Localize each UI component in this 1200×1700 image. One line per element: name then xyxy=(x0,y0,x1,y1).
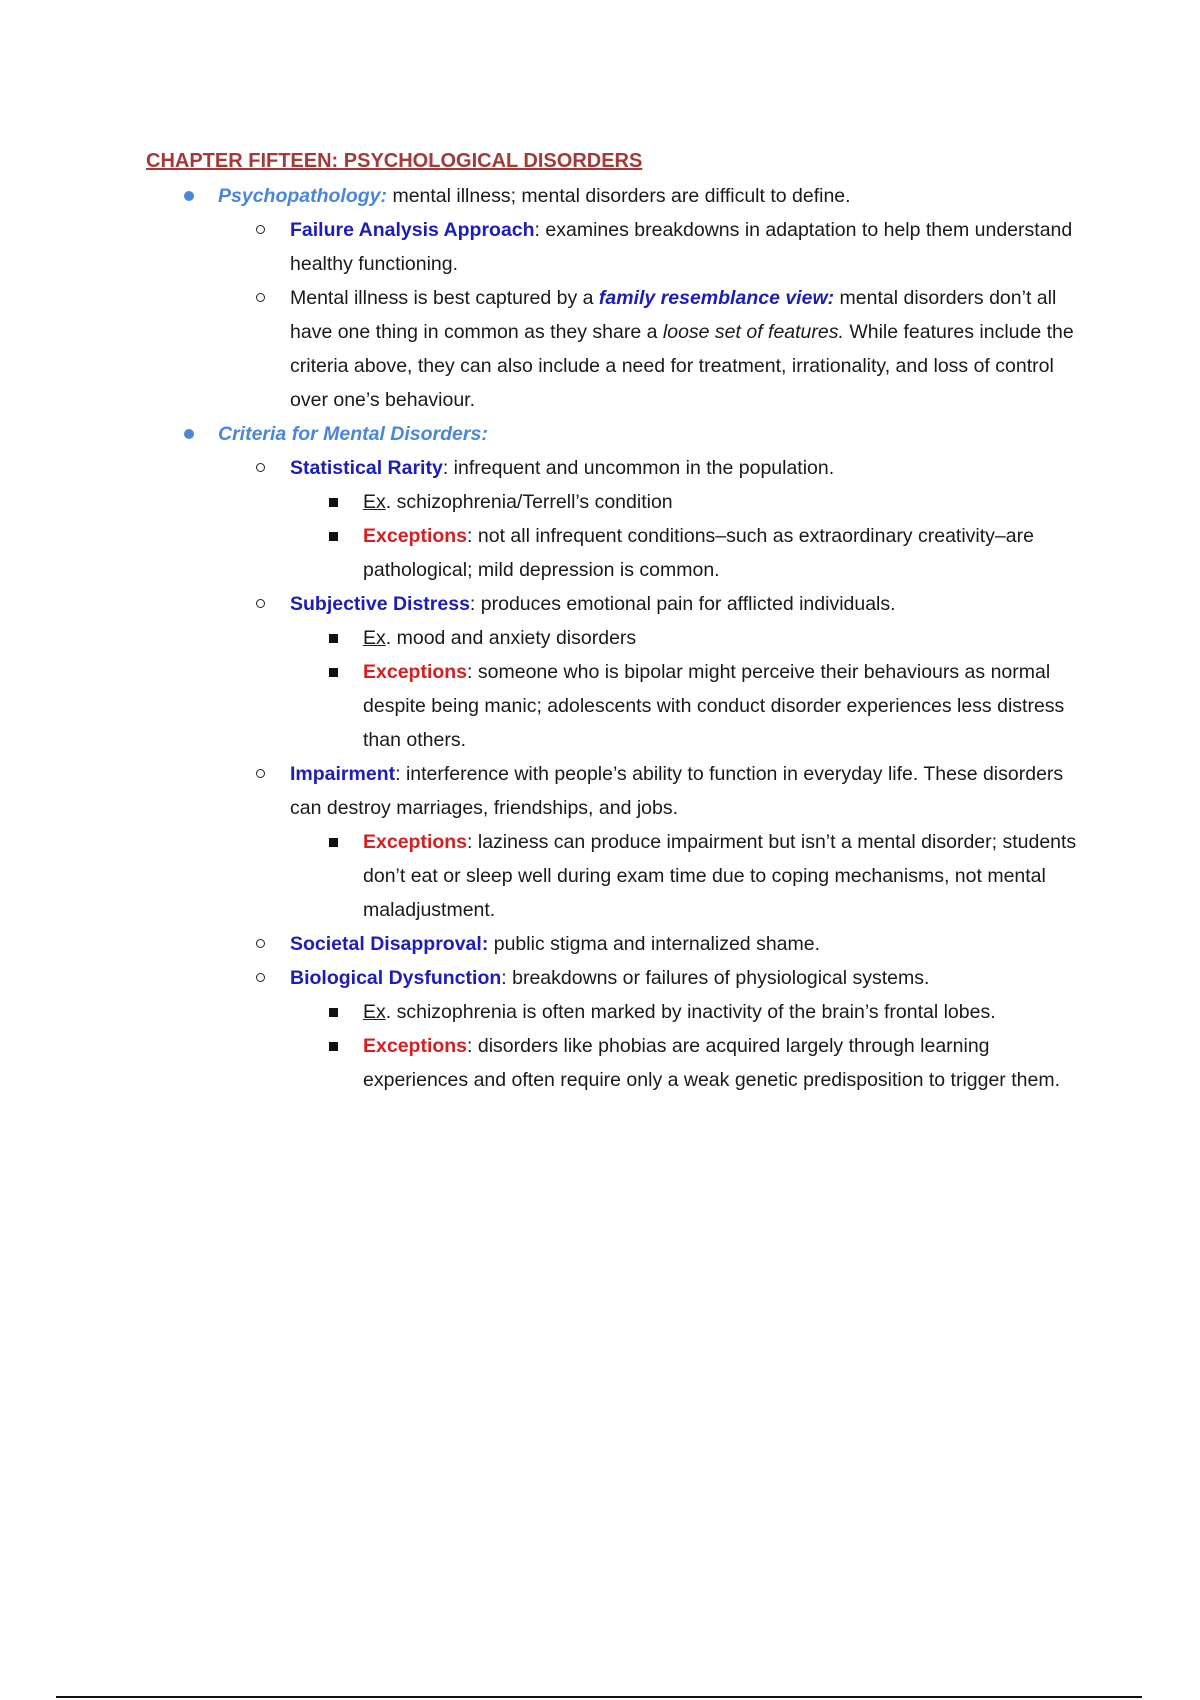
example-text: . mood and anxiety disorders xyxy=(385,627,637,649)
exceptions-text: : not all infrequent conditions–such as extraordinary creativity–are pathological; mild depression is common. xyxy=(363,525,1034,581)
biological-dysfunction-exceptions xyxy=(146,1029,1086,1097)
square-bullet-icon xyxy=(329,1008,338,1017)
statistical-rarity-exceptions xyxy=(146,519,1086,587)
subjective-distress-example xyxy=(146,621,1086,655)
exceptions-label: Exceptions xyxy=(363,525,468,547)
term-biological-dysfunction: Biological Dysfunction xyxy=(290,967,502,989)
hollow-circle-bullet-icon xyxy=(256,463,265,472)
family-resemblance-italic: loose set of features. xyxy=(662,321,844,343)
square-bullet-icon xyxy=(329,634,338,643)
hollow-circle-bullet-icon xyxy=(256,293,265,302)
bullet-statistical-rarity xyxy=(146,451,1086,485)
example-label: Ex xyxy=(363,627,386,649)
biological-dysfunction-example xyxy=(146,995,1086,1029)
document-page xyxy=(146,146,1086,1097)
term-failure-analysis: Failure Analysis Approach xyxy=(290,219,535,241)
term-psychopathology: Psychopathology: xyxy=(218,185,388,207)
biological-dysfunction-definition: : breakdowns or failures of physiological systems. xyxy=(501,967,930,989)
bullet-societal-disapproval xyxy=(146,927,1086,961)
example-label: Ex xyxy=(363,491,386,513)
exceptions-text: : laziness can produce impairment but isn’t a mental disorder; students don’t eat or sleep well during exam time due to coping mechanisms, not mental maladjustment. xyxy=(363,831,1077,921)
square-bullet-icon xyxy=(329,498,338,507)
square-bullet-icon xyxy=(329,668,338,677)
chapter-title: CHAPTER FIFTEEN: PSYCHOLOGICAL DISORDERS xyxy=(146,150,643,172)
filled-circle-bullet-icon xyxy=(184,429,194,439)
societal-disapproval-definition: public stigma and internalized shame. xyxy=(488,933,821,955)
square-bullet-icon xyxy=(329,838,338,847)
bullet-impairment xyxy=(146,757,1086,825)
criteria-heading: Criteria for Mental Disorders: xyxy=(218,423,488,445)
term-subjective-distress: Subjective Distress xyxy=(290,593,470,615)
failure-analysis-definition: : examines breakdowns in adaptation to help them understand healthy functioning. xyxy=(290,219,1073,275)
term-impairment: Impairment xyxy=(290,763,396,785)
bullet-criteria xyxy=(146,417,1086,451)
hollow-circle-bullet-icon xyxy=(256,973,265,982)
bullet-family-resemblance xyxy=(146,281,1086,417)
bullet-subjective-distress xyxy=(146,587,1086,621)
term-family-resemblance: family resemblance view: xyxy=(598,287,835,309)
impairment-definition: : interference with people’s ability to function in everyday life. These disorders can destroy marriages, friendships, and jobs. xyxy=(290,763,1064,819)
subjective-distress-exceptions xyxy=(146,655,1086,757)
exceptions-text: : disorders like phobias are acquired largely through learning experiences and often require only a weak genetic predisposition to trigger them. xyxy=(363,1035,1060,1091)
term-statistical-rarity: Statistical Rarity xyxy=(290,457,443,479)
family-resemblance-pre: Mental illness is best captured by a xyxy=(290,287,599,309)
hollow-circle-bullet-icon xyxy=(256,769,265,778)
statistical-rarity-definition: : infrequent and uncommon in the population. xyxy=(442,457,835,479)
exceptions-label: Exceptions xyxy=(363,831,468,853)
statistical-rarity-example xyxy=(146,485,1086,519)
hollow-circle-bullet-icon xyxy=(256,225,265,234)
square-bullet-icon xyxy=(329,1042,338,1051)
exceptions-label: Exceptions xyxy=(363,661,468,683)
bullet-psychopathology xyxy=(146,179,1086,213)
psychopathology-definition: mental illness; mental disorders are difficult to define. xyxy=(387,185,851,207)
family-resemblance-post: While features include the criteria above, they can also include a need for treatment, irrationality, and loss of control over one’s behaviour. xyxy=(290,321,1074,411)
term-societal-disapproval: Societal Disapproval: xyxy=(290,933,489,955)
bullet-biological-dysfunction xyxy=(146,961,1086,995)
subjective-distress-definition: : produces emotional pain for afflicted individuals. xyxy=(469,593,896,615)
example-label: Ex xyxy=(363,1001,386,1023)
exceptions-label: Exceptions xyxy=(363,1035,468,1057)
example-text: . schizophrenia/Terrell’s condition xyxy=(385,491,673,513)
square-bullet-icon xyxy=(329,532,338,541)
example-text: . schizophrenia is often marked by inactivity of the brain’s frontal lobes. xyxy=(385,1001,996,1023)
family-resemblance-mid: mental disorders don’t all have one thing in common as they share a xyxy=(290,287,1057,343)
hollow-circle-bullet-icon xyxy=(256,939,265,948)
exceptions-text: : someone who is bipolar might perceive their behaviours as normal despite being manic; adolescents with conduct disorder experiences less distress than others. xyxy=(363,661,1065,751)
filled-circle-bullet-icon xyxy=(184,191,194,201)
footer-rule xyxy=(56,1696,1142,1698)
hollow-circle-bullet-icon xyxy=(256,599,265,608)
bullet-failure-analysis xyxy=(146,213,1086,281)
impairment-exceptions xyxy=(146,825,1086,927)
